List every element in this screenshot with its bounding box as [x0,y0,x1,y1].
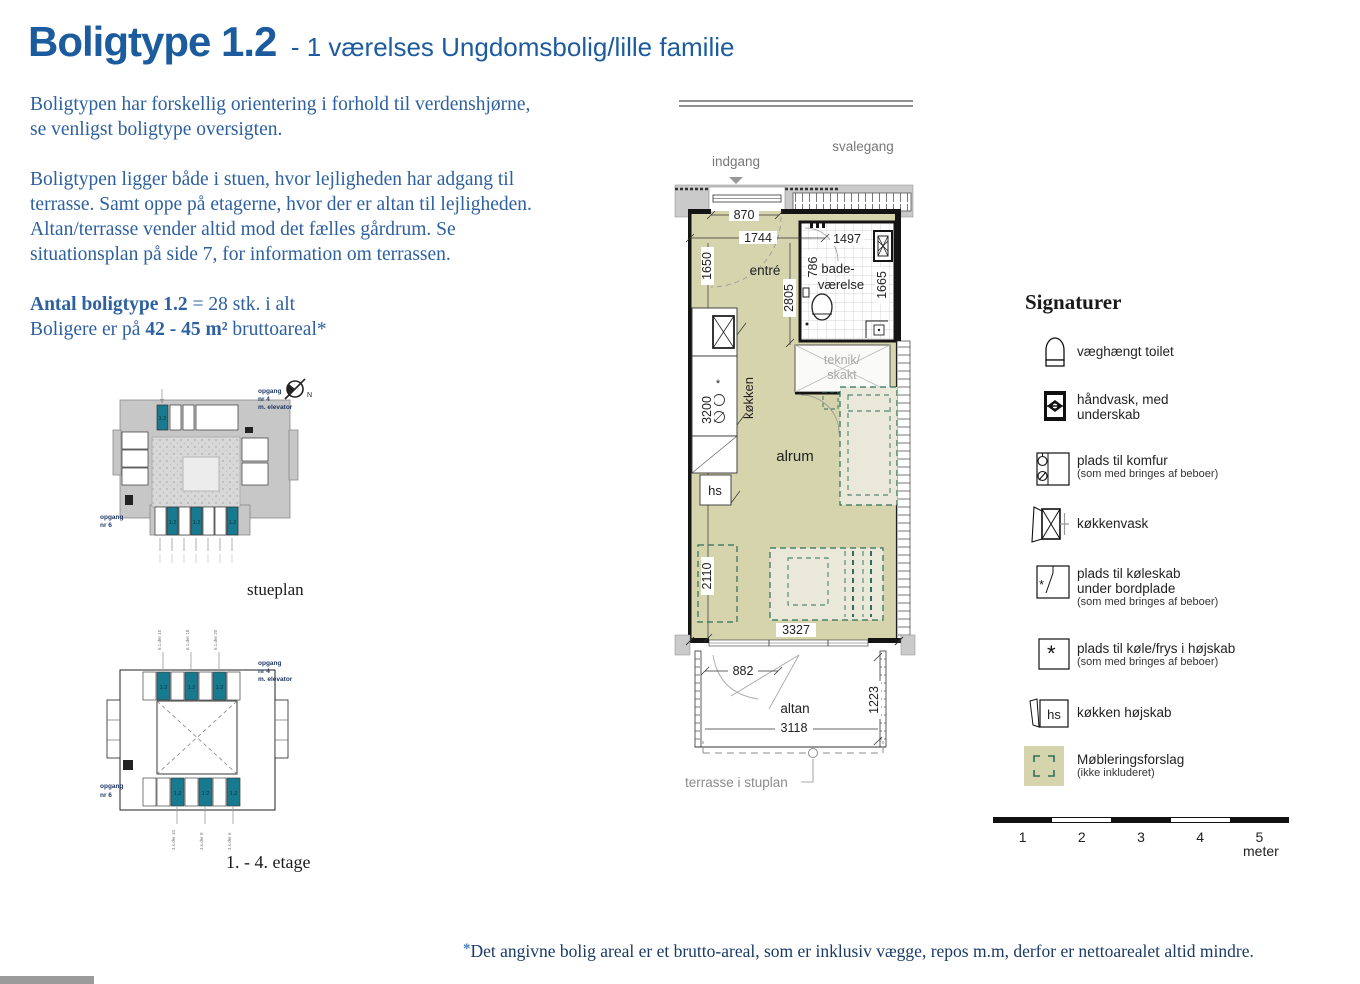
floorplan-top-rules [679,101,913,106]
footnote-asterisk: * [463,941,471,957]
scale-unit-label: meter [1243,843,1279,859]
svg-text:2805: 2805 [782,284,796,312]
intro-text [30,92,535,342]
svg-text:bade-: bade- [821,261,855,276]
svg-text:1665: 1665 [875,271,889,299]
fridge-under-counter-icon [1036,565,1070,599]
svg-text:køkken: køkken [741,377,756,419]
tall-cabinet-icon [1028,698,1070,730]
svg-text:opgang: opgang [100,514,124,521]
svg-text:1.2: 1.2 [173,791,182,797]
scale-bar-ticks: 1 2 3 4 5 [1018,829,1264,845]
kitchen-sink-icon [1030,505,1070,543]
floorplan [673,95,918,805]
svalegang-label: svalegang [832,139,894,154]
siteplan-etage [95,628,325,858]
stove-icon [1036,452,1070,486]
svg-text:1.2: 1.2 [168,520,177,526]
legend-item-kitchen-sink: køkkenvask [1077,516,1149,531]
svg-text:nr 6: nr 6 [100,792,112,799]
svg-text:nr 6: nr 6 [100,522,112,529]
svg-text:2110: 2110 [700,562,714,590]
svg-text:opgang: opgang [258,388,282,395]
svg-text:6.1.der 18: 6.1.der 18 [185,629,190,650]
page-header [28,18,734,66]
size-bold: 42 - 45 m² [145,319,228,340]
svg-text:1744: 1744 [744,231,772,245]
furniture-suggestion-icon [1024,746,1064,786]
svg-text:1650: 1650 [700,252,714,280]
wall-hung-toilet-icon [1040,336,1070,372]
svg-text:4.s.der 10: 4.s.der 10 [171,829,176,850]
svg-text:1497: 1497 [833,232,861,246]
antal-label: Antal boligtype 1.2 [30,294,188,315]
size-post: bruttoareal* [227,319,327,340]
svg-text:1223: 1223 [867,686,881,714]
svg-text:*: * [1047,641,1056,666]
svg-text:værelse: værelse [817,277,865,292]
svg-text:1.2: 1.2 [229,791,238,797]
svg-text:*: * [1039,577,1045,592]
siteplan-stueplan [95,375,325,585]
indgang-arrow-icon [729,177,743,184]
fridge-freezer-tall-icon [1038,638,1070,670]
svg-text:4.s.der 8: 4.s.der 8 [199,832,204,850]
bathroom [800,222,895,341]
svg-text:3118: 3118 [780,721,808,735]
legend-item-stove: plads til komfur (som med bringes af beboer) [1077,453,1219,480]
svg-text:882: 882 [732,664,754,678]
scale-bar-segments [993,817,1289,823]
svg-text:hs: hs [708,483,722,498]
svg-text:opgang: opgang [258,660,282,667]
svg-text:opgang: opgang [100,783,124,790]
bottom-left-bar [0,976,94,984]
legend-item-fridge-under: plads til køleskab under bordplade (som med bringes af beboer) [1077,566,1219,608]
stueplan-caption: stueplan [247,580,304,599]
stueplan-units-bottom [155,507,238,535]
svg-text:1.2: 1.2 [228,520,237,526]
svg-text:teknik/: teknik/ [823,353,861,367]
legend-item-handbasin: håndvask, med underskab [1077,392,1169,422]
terrasse-label: terrasse i stuplan [685,775,788,790]
svg-text:N: N [307,392,313,399]
intro-counts [30,292,535,342]
altan [695,651,886,747]
footnote [463,941,1349,962]
etage-caption: 1. - 4. etage [226,852,311,872]
svg-text:altan: altan [780,701,810,716]
antal-value: = 28 stk. i alt [187,294,296,315]
svg-text:6.1.der 15: 6.1.der 15 [157,629,162,650]
page-subtitle: - 1 værelses Ungdomsbolig/lille familie [290,32,735,62]
svg-text:3327: 3327 [782,623,810,637]
svg-text:nr 4: nr 4 [258,668,270,675]
svg-text:m. elevator: m. elevator [258,676,293,683]
footnote-text: Det angivne bolig areal er et brutto-areal, som er inklusiv vægge, repos m.m, derfor er nettoarealet altid mindre. [470,941,1254,961]
svg-text:1.2: 1.2 [187,685,196,691]
size-pre: Boligere er på [30,319,146,340]
indgang-label: indgang [711,154,761,169]
etage-units-bottom [143,778,240,806]
north-arrow-icon [285,379,312,399]
svg-text:skakt: skakt [827,368,857,382]
page-title: Boligtype 1.2 [28,18,277,65]
legend-item-fridge-tall: plads til køle/frys i højskab (som med bringes af beboer) [1077,641,1236,668]
svg-text:4.s.der 6: 4.s.der 6 [227,832,232,850]
svg-text:m. elevator: m. elevator [258,404,293,411]
svg-text:hs: hs [1047,707,1061,722]
legend-item-furniture: Møbleringsforslag (ikke inkluderet) [1077,752,1185,779]
svg-text:1.2: 1.2 [159,685,168,691]
intro-paragraph-1: Boligtypen har forskellig orientering i forhold til verdenshjørne, se venligst boligtype oversigten. [30,94,531,140]
alrum-label: alrum [776,448,814,465]
svg-text:870: 870 [733,208,755,222]
intro-paragraph-2: Boligtypen ligger både i stuen, hvor lejligheden har adgang til terrasse. Samt oppe på etagerne, hvor der er altan til lejligheden. Altan/terrasse vender altid mod det fælles gårdrum. Se situationsplan på side 7, for information om terrassen. [30,169,532,265]
svg-text:1.2: 1.2 [158,416,167,422]
svg-text:1.2: 1.2 [201,791,210,797]
scale-bar [993,817,1289,859]
handbasin-icon [1043,390,1067,422]
svg-text:*: * [715,378,721,390]
legend-heading: Signaturer [1025,290,1122,314]
svg-text:6.1.der 20: 6.1.der 20 [213,629,218,650]
svg-text:786: 786 [806,256,820,278]
etage-units-top [143,672,240,700]
svg-text:3200: 3200 [700,396,714,424]
legend-item-tall-cabinet: køkken højskab [1077,705,1172,720]
svg-text:1.2: 1.2 [192,520,201,526]
svg-text:entré: entré [749,263,781,278]
svg-text:1.2: 1.2 [215,685,224,691]
legend-item-toilet: væghængt toilet [1077,344,1174,359]
svg-text:nr 4: nr 4 [258,396,270,403]
